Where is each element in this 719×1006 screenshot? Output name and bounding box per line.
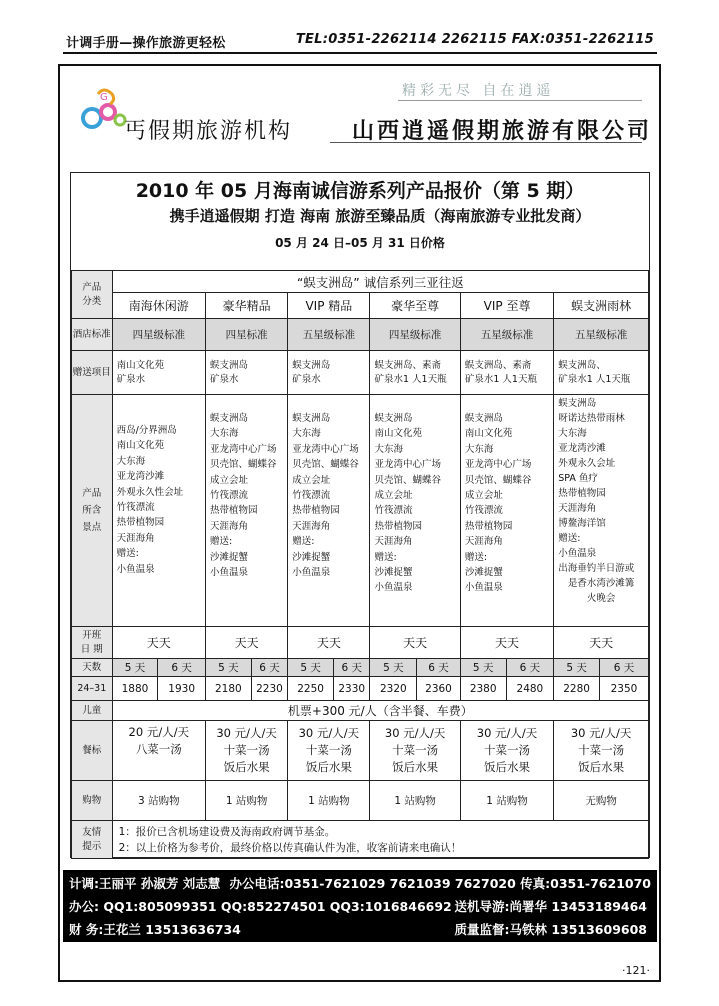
spot-item: 热带植物园 bbox=[374, 520, 422, 532]
price-value: 1880 bbox=[112, 677, 158, 701]
spot-item: 蜈支洲岛 bbox=[558, 398, 597, 409]
gift-item: 蜈支洲岛、 bbox=[558, 359, 606, 371]
meal-line: 30 元/人/天 bbox=[384, 726, 446, 740]
price-value: 2350 bbox=[599, 677, 648, 701]
notes-cell bbox=[112, 821, 648, 859]
spot-item: 沙滩捉蟹 bbox=[210, 551, 249, 563]
product-name: 豪华精品 bbox=[206, 293, 288, 319]
days-value: 5 天 bbox=[112, 659, 158, 677]
footer-office-phone: 办公电话:0351-7621029 7621039 7627020 传真:0351-7621070 bbox=[229, 876, 651, 891]
gift-item: 南山文化苑 bbox=[116, 359, 165, 371]
spot-item: 是香水湾沙滩篝 bbox=[567, 578, 635, 589]
gift-label: 赠送项目 bbox=[72, 351, 113, 395]
spot-item: 呀诺达热带雨林 bbox=[558, 413, 625, 424]
spot-item: 赠送: bbox=[374, 551, 397, 563]
header-contacts: TEL:0351-2262114 2262115 FAX:0351-2262115 bbox=[295, 32, 654, 47]
schedule-label: 开班日 期 bbox=[72, 627, 113, 659]
spot-item: 热带植物园 bbox=[292, 505, 340, 517]
meal-line: 30 元/人/天 bbox=[570, 726, 632, 740]
spot-item: 外观永久会址 bbox=[558, 458, 616, 469]
child-row bbox=[72, 701, 649, 721]
spots-cell bbox=[554, 395, 649, 627]
child-price: 机票+300 元/人（含半餐、车费） bbox=[112, 701, 648, 721]
spot-item: 南山文化苑 bbox=[374, 428, 422, 440]
spot-item: 贝壳馆、蝴蝶谷 bbox=[210, 459, 277, 471]
spot-item: 蜈支洲岛 bbox=[210, 413, 249, 424]
schedule-value: 天天 bbox=[288, 627, 370, 659]
price-table bbox=[71, 270, 649, 859]
product-row bbox=[72, 293, 649, 319]
days-value: 5 天 bbox=[288, 659, 334, 677]
spots-cell bbox=[370, 395, 460, 627]
spots-cell bbox=[206, 395, 288, 627]
spot-item: 贝壳馆、蝴蝶谷 bbox=[374, 474, 441, 486]
price-value: 2480 bbox=[506, 677, 554, 701]
meal-cell bbox=[370, 721, 460, 781]
price-value: 2330 bbox=[333, 677, 370, 701]
price-value: 1930 bbox=[158, 677, 206, 701]
spot-item: 沙滩捉蟹 bbox=[464, 567, 503, 579]
slogan-divider bbox=[398, 100, 642, 101]
hotel-standard: 四星级标准 bbox=[370, 319, 460, 351]
schedule-value: 天天 bbox=[370, 627, 460, 659]
footer-qq: 办公: QQ1:805099351 QQ:852274501 QQ3:1016846692 bbox=[69, 899, 452, 914]
days-value: 6 天 bbox=[506, 659, 554, 677]
footer-finance: 财 务:王花兰 13513636734 bbox=[69, 922, 241, 937]
spot-item: 外观永久性会址 bbox=[116, 486, 184, 498]
shopping-value: 1 站购物 bbox=[460, 781, 553, 821]
spot-item: 竹筏漂流 bbox=[292, 490, 331, 502]
days-value: 6 天 bbox=[599, 659, 648, 677]
spot-item: 蜈支洲岛 bbox=[292, 413, 331, 424]
spots-label: 产品所含景点 bbox=[72, 395, 113, 627]
shopping-label: 购物 bbox=[72, 781, 113, 821]
shopping-value: 3 站购物 bbox=[112, 781, 205, 821]
spot-item: 天涯海角 bbox=[210, 520, 249, 532]
spot-item: 天涯海角 bbox=[374, 536, 413, 548]
price-value: 2250 bbox=[288, 677, 334, 701]
spot-item: 大东海 bbox=[210, 428, 239, 440]
schedule-row bbox=[72, 627, 649, 659]
spots-cell bbox=[288, 395, 370, 627]
spot-item: 小鱼温泉 bbox=[558, 548, 597, 559]
hotel-standard: 四星级标准 bbox=[112, 319, 205, 351]
notes-row bbox=[72, 821, 649, 859]
meal-cell bbox=[288, 721, 370, 781]
gift-cell bbox=[370, 351, 460, 395]
gift-cell bbox=[288, 351, 370, 395]
category-label: 分类 bbox=[82, 295, 102, 307]
meal-line: 八菜一汤 bbox=[135, 742, 182, 756]
spot-item: 出海垂钓半日游或 bbox=[558, 563, 635, 574]
spot-item: 沙滩捉蟹 bbox=[292, 551, 331, 563]
price-value: 2230 bbox=[251, 677, 288, 701]
days-value: 5 天 bbox=[554, 659, 600, 677]
spot-item: 西岛/分界洲岛 bbox=[116, 425, 177, 436]
spot-item: 成立会址 bbox=[464, 490, 503, 502]
product-name: VIP 精品 bbox=[288, 293, 370, 319]
product-name: 豪华至尊 bbox=[370, 293, 460, 319]
spot-item: 小鱼温泉 bbox=[292, 567, 331, 579]
spot-item: 博鳌海洋馆 bbox=[558, 518, 606, 529]
header-divider bbox=[63, 52, 657, 54]
product-name: VIP 至尊 bbox=[460, 293, 553, 319]
spot-item: 天涯海角 bbox=[558, 503, 597, 514]
spot-item: 竹筏漂流 bbox=[116, 502, 155, 514]
spot-item: 南山文化苑 bbox=[464, 428, 513, 440]
spot-item: 大东海 bbox=[116, 455, 146, 467]
meal-line: 30 元/人/天 bbox=[216, 726, 277, 740]
spot-item: 蜈支洲岛 bbox=[464, 413, 503, 424]
header-tagline: 计调手册—操作旅游更轻松 bbox=[66, 36, 226, 51]
spot-item: 赠送: bbox=[210, 536, 233, 548]
spot-item: 大东海 bbox=[558, 428, 587, 439]
spot-item: 成立会址 bbox=[374, 490, 413, 502]
price-value: 2180 bbox=[206, 677, 252, 701]
page-subtitle: 携手逍遥假期 打造 海南 旅游至臻品质（海南旅游专业批发商） bbox=[169, 207, 591, 225]
spot-item: 亚龙湾中心广场 bbox=[210, 443, 277, 455]
note-line: 1：报价已含机场建设费及海南政府调节基金。 bbox=[118, 825, 336, 838]
shopping-value: 1 站购物 bbox=[288, 781, 370, 821]
meal-line: 饭后水果 bbox=[223, 760, 270, 774]
spot-item: SPA 鱼疗 bbox=[558, 473, 598, 484]
spots-cell bbox=[460, 395, 553, 627]
hotel-row bbox=[72, 319, 649, 351]
meal-line: 30 元/人/天 bbox=[298, 726, 360, 740]
spot-item: 小鱼温泉 bbox=[210, 567, 249, 579]
footer-guide: 送机导游:尚署华 13453189464 bbox=[454, 899, 647, 914]
spot-item: 赠送: bbox=[464, 551, 488, 563]
spot-item: 竹筏漂流 bbox=[464, 505, 503, 517]
spot-item: 竹筏漂流 bbox=[374, 505, 413, 517]
meal-row bbox=[72, 721, 649, 781]
hotel-standard: 四星标准 bbox=[206, 319, 288, 351]
spot-item: 亚龙湾中心广场 bbox=[464, 459, 532, 471]
gift-item: 蜈支洲岛、素斋 bbox=[374, 359, 441, 371]
spots-cell bbox=[112, 395, 205, 627]
spot-item: 竹筏漂流 bbox=[210, 490, 249, 502]
spots-row bbox=[72, 395, 649, 627]
spot-item: 大东海 bbox=[292, 428, 321, 440]
product-name: 南海休闲游 bbox=[112, 293, 205, 319]
meal-cell bbox=[460, 721, 553, 781]
spot-item: 小鱼温泉 bbox=[374, 582, 413, 594]
spot-item: 贝壳馆、蝴蝶谷 bbox=[292, 459, 359, 471]
route-title: “蜈支洲岛” 诚信系列三亚往返 bbox=[112, 271, 648, 293]
spot-item: 大东海 bbox=[374, 443, 403, 455]
spot-item: 赠送: bbox=[292, 536, 315, 548]
spot-item: 小鱼温泉 bbox=[464, 582, 503, 594]
child-label: 儿童 bbox=[72, 701, 113, 721]
page-title: 2010 年 05 月海南诚信游系列产品报价（第 5 期） bbox=[135, 180, 585, 202]
footer-planners: 计调:王丽平 孙淑芳 刘志慧 bbox=[69, 876, 221, 891]
hotel-standard: 五星级标准 bbox=[460, 319, 553, 351]
period-label: 24–31 bbox=[72, 677, 113, 701]
notes-label: 友情提示 bbox=[72, 821, 113, 859]
svg-text:G: G bbox=[100, 92, 108, 103]
schedule-value: 天天 bbox=[206, 627, 288, 659]
route-row bbox=[72, 271, 649, 293]
spot-item: 热带植物园 bbox=[210, 505, 258, 517]
brand-slogan: 精彩无尽 自在逍遥 bbox=[402, 83, 555, 99]
meal-line: 十菜一汤 bbox=[578, 743, 625, 757]
spot-item: 热带植物园 bbox=[116, 517, 165, 529]
spot-item: 贝壳馆、蝴蝶谷 bbox=[464, 474, 532, 486]
price-row bbox=[72, 677, 649, 701]
date-range: 05 月 24 日–05 月 31 日价格 bbox=[275, 236, 445, 250]
product-name: 蜈支洲雨林 bbox=[554, 293, 649, 319]
hotel-label: 酒店标准 bbox=[72, 319, 113, 351]
gift-cell bbox=[112, 351, 205, 395]
shopping-value: 1 站购物 bbox=[370, 781, 460, 821]
spot-item: 蜈支洲岛 bbox=[374, 413, 413, 424]
spot-item: 亚龙湾中心广场 bbox=[292, 443, 359, 455]
meal-line: 十菜一汤 bbox=[305, 743, 352, 757]
gift-item: 蜈支洲岛 bbox=[292, 359, 331, 371]
gift-cell bbox=[206, 351, 288, 395]
gift-item: 矿泉水1 人1天瓶 bbox=[374, 373, 447, 385]
gift-cell bbox=[554, 351, 649, 395]
days-row bbox=[72, 659, 649, 677]
meal-cell bbox=[554, 721, 649, 781]
days-value: 6 天 bbox=[251, 659, 288, 677]
days-value: 6 天 bbox=[333, 659, 370, 677]
days-value: 5 天 bbox=[206, 659, 252, 677]
company-divider bbox=[330, 142, 642, 143]
days-label: 天数 bbox=[72, 659, 113, 677]
brand-logo-text: 丐假期旅游机构 bbox=[124, 119, 293, 144]
footer-quality: 质量监督:马铁林 13513609608 bbox=[454, 922, 647, 937]
gift-item: 矿泉水 bbox=[116, 373, 146, 385]
spot-item: 大东海 bbox=[464, 443, 494, 455]
spot-item: 成立会址 bbox=[292, 474, 331, 486]
meal-line: 十菜一汤 bbox=[484, 743, 531, 757]
meal-line: 饭后水果 bbox=[484, 760, 531, 774]
spot-item: 赠送: bbox=[558, 533, 581, 544]
meal-line: 饭后水果 bbox=[305, 760, 352, 774]
gift-item: 矿泉水1 人1天瓶 bbox=[558, 373, 631, 385]
meal-line: 饭后水果 bbox=[578, 760, 625, 774]
gift-item: 矿泉水 bbox=[292, 373, 321, 385]
spot-item: 天涯海角 bbox=[464, 536, 503, 548]
schedule-value: 天天 bbox=[460, 627, 553, 659]
price-value: 2320 bbox=[370, 677, 417, 701]
note-line: 2：以上价格为参考价，最终价格以传真确认件为准，收客前请来电确认！ bbox=[118, 841, 462, 854]
meal-line: 20 元/人/天 bbox=[128, 725, 190, 739]
schedule-value: 天天 bbox=[112, 627, 205, 659]
spot-item: 热带植物园 bbox=[558, 488, 606, 499]
schedule-value: 天天 bbox=[554, 627, 649, 659]
spot-item: 亚龙湾沙滩 bbox=[116, 471, 165, 483]
spot-item: 赠送: bbox=[116, 548, 139, 560]
spot-item: 南山文化苑 bbox=[116, 440, 165, 452]
days-value: 5 天 bbox=[460, 659, 506, 677]
spot-item: 沙滩捉蟹 bbox=[374, 567, 413, 579]
shopping-row bbox=[72, 781, 649, 821]
product-label-cell bbox=[72, 271, 113, 319]
meal-line: 十菜一汤 bbox=[392, 743, 439, 757]
gift-row bbox=[72, 351, 649, 395]
header-bar bbox=[66, 32, 654, 50]
gift-item: 矿泉水1 人1天瓶 bbox=[464, 373, 537, 385]
spot-item: 亚龙湾中心广场 bbox=[374, 459, 441, 471]
hotel-standard: 五星级标准 bbox=[554, 319, 649, 351]
days-value: 5 天 bbox=[370, 659, 417, 677]
page-number: ·121· bbox=[622, 964, 650, 977]
meal-cell bbox=[112, 721, 205, 781]
meal-line: 饭后水果 bbox=[392, 760, 439, 774]
gift-item: 蜈支洲岛 bbox=[210, 359, 249, 371]
meal-line: 十菜一汤 bbox=[223, 743, 270, 757]
product-label: 产品 bbox=[82, 281, 102, 293]
meal-line: 30 元/人/天 bbox=[476, 726, 538, 740]
hotel-standard: 五星级标准 bbox=[288, 319, 370, 351]
shopping-value: 无购物 bbox=[554, 781, 649, 821]
days-value: 6 天 bbox=[417, 659, 461, 677]
shopping-value: 1 站购物 bbox=[206, 781, 288, 821]
meal-label: 餐标 bbox=[72, 721, 113, 781]
spot-item: 天涯海角 bbox=[292, 520, 331, 532]
spot-item: 成立会址 bbox=[210, 474, 249, 486]
gift-cell bbox=[460, 351, 553, 395]
gift-item: 蜈支洲岛、素斋 bbox=[464, 359, 532, 371]
meal-cell bbox=[206, 721, 288, 781]
spot-item: 热带植物园 bbox=[464, 520, 513, 532]
gift-item: 矿泉水 bbox=[210, 373, 239, 385]
spot-item: 小鱼温泉 bbox=[116, 563, 155, 575]
contact-footer bbox=[63, 870, 657, 942]
spot-item: 天涯海角 bbox=[116, 532, 155, 544]
spot-item: 亚龙湾沙滩 bbox=[558, 443, 606, 454]
company-name: 山西逍遥假期旅游有限公司 bbox=[352, 118, 653, 144]
spot-item: 火晚会 bbox=[586, 593, 616, 604]
price-value: 2360 bbox=[417, 677, 461, 701]
days-value: 6 天 bbox=[158, 659, 206, 677]
price-value: 2380 bbox=[460, 677, 506, 701]
price-value: 2280 bbox=[554, 677, 600, 701]
